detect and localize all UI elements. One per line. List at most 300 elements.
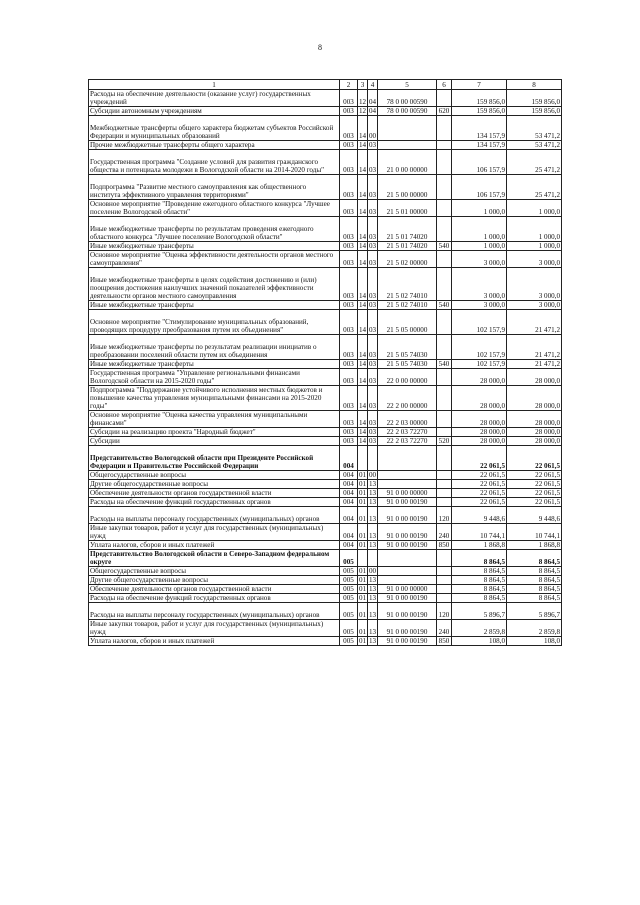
amount-col7: 28 000,0 [452, 386, 507, 411]
ministry-code: 004 [340, 507, 358, 524]
row-name: Субсидии автономным учреждениям [89, 107, 340, 116]
amount-col8: 3 000,0 [507, 301, 562, 310]
expense-type-code: 540 [437, 360, 452, 369]
ministry-code: 004 [340, 446, 358, 471]
ministry-code: 003 [340, 437, 358, 446]
expense-type-code [437, 585, 452, 594]
amount-col7: 106 157,9 [452, 175, 507, 200]
subsection-code: 03 [368, 386, 378, 411]
section-code: 14 [359, 428, 367, 436]
expense-type-code [437, 428, 452, 437]
subsection-code: 13 [369, 594, 377, 602]
table-row [89, 437, 562, 446]
subsection-code: 13 [368, 603, 378, 620]
target-article-code: 91 0 00 00190 [378, 541, 437, 550]
column-header: 7 [452, 80, 507, 90]
ministry-code: 003 [340, 107, 358, 116]
table-row [89, 507, 562, 524]
target-article-code: 21 5 01 74020 [378, 217, 437, 242]
ministry-code: 003 [340, 141, 358, 150]
amount-col8: 8 864,5 [507, 576, 562, 585]
subsection-code: 00 [368, 116, 378, 141]
subsection-code: 03 [369, 242, 377, 250]
expense-type-code [437, 550, 452, 567]
table-row [89, 637, 562, 646]
table-row [89, 242, 562, 251]
row-name: Основное мероприятие "Оценка эффективности деятельности органов местного самоуправления" [89, 251, 340, 268]
target-article-code [378, 480, 437, 489]
expense-type-code: 240 [437, 524, 452, 541]
amount-col8: 53 471,2 [507, 116, 562, 141]
target-article-code: 91 0 00 00190 [378, 594, 437, 603]
amount-col8: 22 061,5 [507, 480, 562, 489]
section-code: 01 [359, 637, 367, 645]
amount-col7: 28 000,0 [452, 369, 507, 386]
subsection-code: 03 [369, 437, 377, 445]
expense-type-code [437, 141, 452, 150]
target-article-code [378, 576, 437, 585]
amount-col7: 1 000,0 [452, 217, 507, 242]
expense-type-code: 850 [437, 637, 452, 646]
subsection-code: 00 [369, 471, 377, 479]
amount-col7: 22 061,5 [452, 480, 507, 489]
ministry-code: 003 [340, 200, 358, 217]
subsection-code: 13 [369, 498, 377, 506]
target-article-code [378, 550, 437, 567]
row-name: Иные закупки товаров, работ и услуг для государственных (муниципальных) нужд [89, 524, 340, 541]
subsection-code [368, 550, 378, 567]
amount-col7: 102 157,9 [452, 360, 507, 369]
row-name: Расходы на выплаты персоналу государственных (муниципальных) органов [89, 507, 340, 524]
ministry-code: 003 [340, 242, 358, 251]
table-row [89, 489, 562, 498]
amount-col8: 108,0 [507, 637, 562, 646]
row-name: Обеспечение деятельности органов государственной власти [89, 489, 340, 498]
target-article-code: 21 5 02 74010 [378, 268, 437, 301]
row-name: Общегосударственные вопросы [89, 567, 340, 576]
section-code: 01 [358, 620, 368, 637]
column-header: 3 [358, 80, 368, 90]
section-code: 01 [359, 594, 367, 602]
target-article-code: 21 0 00 00000 [378, 150, 437, 175]
amount-col8: 10 744,1 [507, 524, 562, 541]
section-code: 01 [358, 603, 368, 620]
amount-col8: 22 061,5 [507, 446, 562, 471]
table-row [89, 603, 562, 620]
section-code: 01 [359, 498, 367, 506]
table-row [89, 369, 562, 386]
target-article-code: 22 2 03 72270 [378, 428, 437, 437]
table-row [89, 150, 562, 175]
row-name: Подпрограмма "Поддержание устойчивого исполнения местных бюджетов и повышение качества управления муниципальными финансами на 2015-2020 годы" [89, 386, 340, 411]
table-row [89, 498, 562, 507]
amount-col8: 1 000,0 [507, 217, 562, 242]
table-row [89, 107, 562, 116]
row-name: Иные межбюджетные трансферты [89, 242, 340, 251]
target-article-code: 91 0 00 00190 [378, 620, 437, 637]
ministry-code: 003 [340, 90, 358, 107]
target-article-code: 22 2 03 72270 [378, 437, 437, 446]
subsection-code: 13 [369, 637, 377, 645]
subsection-code: 03 [368, 175, 378, 200]
row-name: Представительство Вологодской области в Северо-Западном федеральном округе [89, 550, 340, 567]
amount-col7: 108,0 [452, 637, 507, 646]
amount-col7: 9 448,6 [452, 507, 507, 524]
ministry-code: 003 [340, 268, 358, 301]
target-article-code [378, 567, 437, 576]
amount-col8: 8 864,5 [507, 567, 562, 576]
amount-col8: 159 856,0 [507, 90, 562, 107]
amount-col8: 8 864,5 [507, 550, 562, 567]
subsection-code: 03 [368, 200, 378, 217]
subsection-code: 03 [368, 310, 378, 335]
amount-col8: 21 471,2 [507, 335, 562, 360]
subsection-code: 03 [369, 360, 377, 368]
column-header: 1 [89, 80, 340, 90]
amount-col8: 2 859,8 [507, 620, 562, 637]
subsection-code: 13 [369, 576, 377, 584]
target-article-code: 21 5 01 74020 [378, 242, 437, 251]
amount-col8: 8 864,5 [507, 594, 562, 603]
target-article-code: 91 0 00 00190 [378, 603, 437, 620]
section-code: 14 [359, 301, 367, 309]
ministry-code: 005 [340, 576, 358, 585]
amount-col8: 1 868,8 [507, 541, 562, 550]
expense-type-code [437, 480, 452, 489]
table-row [89, 576, 562, 585]
amount-col7: 28 000,0 [452, 437, 507, 446]
section-code: 14 [358, 251, 368, 268]
section-code: 14 [359, 360, 367, 368]
section-code: 01 [359, 567, 367, 575]
ministry-code: 004 [340, 541, 358, 550]
row-name: Представительство Вологодской области при Президенте Российской Федерации и Правительстве Российской Федерации [89, 446, 340, 471]
ministry-code: 004 [340, 489, 358, 498]
amount-col7: 134 157,9 [452, 141, 507, 150]
target-article-code: 22 2 00 00000 [378, 386, 437, 411]
ministry-code: 004 [340, 498, 358, 507]
expense-type-code [437, 116, 452, 141]
subsection-code: 13 [369, 585, 377, 593]
section-code: 14 [358, 217, 368, 242]
amount-col7: 8 864,5 [452, 585, 507, 594]
subsection-code: 03 [368, 150, 378, 175]
expense-type-code [437, 594, 452, 603]
budget-table [88, 79, 562, 646]
section-code: 14 [358, 200, 368, 217]
row-name: Иные межбюджетные трансферты по результатам проведения ежегодного областного конкурса "Лучшее поселение Вологодской области" [89, 217, 340, 242]
subsection-code: 13 [369, 541, 377, 549]
target-article-code: 91 0 00 00190 [378, 637, 437, 646]
table-row [89, 360, 562, 369]
table-row [89, 217, 562, 242]
row-name: Иные закупки товаров, работ и услуг для государственных (муниципальных) нужд [89, 620, 340, 637]
expense-type-code [437, 489, 452, 498]
row-name: Основное мероприятие "Стимулирование муниципальных образований, проводящих процедуру преобразования путем их объединения" [89, 310, 340, 335]
ministry-code: 003 [340, 217, 358, 242]
section-code: 14 [358, 411, 368, 428]
table-row [89, 594, 562, 603]
expense-type-code [437, 369, 452, 386]
table-row [89, 310, 562, 335]
target-article-code: 78 0 00 00590 [378, 107, 437, 116]
section-code: 01 [359, 585, 367, 593]
target-article-code [378, 116, 437, 141]
amount-col8: 28 000,0 [507, 369, 562, 386]
subsection-code: 13 [368, 620, 378, 637]
table-row [89, 471, 562, 480]
amount-col7: 8 864,5 [452, 576, 507, 585]
table-row [89, 268, 562, 301]
row-name: Обеспечение деятельности органов государственной власти [89, 585, 340, 594]
ministry-code: 003 [340, 116, 358, 141]
row-name: Государственная программа "Создание условий для развития гражданского общества и потенциала молодежи в Вологодской области на 2014-2020 годы" [89, 150, 340, 175]
expense-type-code [437, 175, 452, 200]
target-article-code: 21 5 01 00000 [378, 200, 437, 217]
amount-col8: 28 000,0 [507, 428, 562, 437]
row-name: Государственная программа "Управление региональными финансами Вологодской области на 2015-2020 годы" [89, 369, 340, 386]
table-row [89, 446, 562, 471]
amount-col8: 1 000,0 [507, 242, 562, 251]
target-article-code: 21 5 05 74030 [378, 335, 437, 360]
amount-col7: 3 000,0 [452, 251, 507, 268]
section-code: 01 [358, 524, 368, 541]
ministry-code: 003 [340, 360, 358, 369]
section-code: 01 [359, 480, 367, 488]
section-code: 12 [358, 90, 368, 107]
amount-col7: 3 000,0 [452, 268, 507, 301]
amount-col7: 102 157,9 [452, 335, 507, 360]
amount-col7: 10 744,1 [452, 524, 507, 541]
ministry-code: 003 [340, 150, 358, 175]
target-article-code: 91 0 00 00190 [378, 498, 437, 507]
expense-type-code [437, 200, 452, 217]
row-name: Межбюджетные трансферты общего характера бюджетам субъектов Российской Федерации и муниципальных образований [89, 116, 340, 141]
expense-type-code [437, 268, 452, 301]
amount-col7: 2 859,8 [452, 620, 507, 637]
amount-col7: 159 856,0 [452, 107, 507, 116]
target-article-code: 78 0 00 00590 [378, 90, 437, 107]
amount-col8: 25 471,2 [507, 175, 562, 200]
section-code: 14 [358, 116, 368, 141]
section-code: 14 [359, 242, 367, 250]
row-name: Иные межбюджетные трансферты в целях содействия достижению и (или) поощрения достижения наилучших значений показателей эффективности деятельности органов местного самоуправления [89, 268, 340, 301]
amount-col8: 3 000,0 [507, 268, 562, 301]
row-name: Расходы на обеспечение деятельности (оказание услуг) государственных учреждений [89, 90, 340, 107]
amount-col7: 22 061,5 [452, 489, 507, 498]
ministry-code: 005 [340, 603, 358, 620]
row-name: Субсидии на реализацию проекта "Народный бюджет" [89, 428, 340, 437]
amount-col7: 134 157,9 [452, 116, 507, 141]
section-code: 14 [358, 386, 368, 411]
target-article-code: 21 5 05 74030 [378, 360, 437, 369]
amount-col7: 3 000,0 [452, 301, 507, 310]
ministry-code: 004 [340, 480, 358, 489]
ministry-code: 005 [340, 620, 358, 637]
table-row [89, 90, 562, 107]
row-name: Другие общегосударственные вопросы [89, 480, 340, 489]
row-name: Прочие межбюджетные трансферты общего характера [89, 141, 340, 150]
amount-col8: 28 000,0 [507, 437, 562, 446]
row-name: Расходы на выплаты персоналу государственных (муниципальных) органов [89, 603, 340, 620]
expense-type-code: 120 [437, 507, 452, 524]
ministry-code: 003 [340, 428, 358, 437]
target-article-code [378, 446, 437, 471]
row-name: Общегосударственные вопросы [89, 471, 340, 480]
subsection-code: 03 [369, 301, 377, 309]
expense-type-code [437, 567, 452, 576]
amount-col8: 1 000,0 [507, 200, 562, 217]
expense-type-code: 540 [437, 301, 452, 310]
expense-type-code [437, 251, 452, 268]
section-code [358, 446, 368, 471]
table-row [89, 251, 562, 268]
amount-col7: 1 000,0 [452, 200, 507, 217]
subsection-code: 13 [369, 480, 377, 488]
amount-col7: 102 157,9 [452, 310, 507, 335]
subsection-code: 04 [369, 107, 377, 115]
section-code: 01 [359, 541, 367, 549]
amount-col8: 21 471,2 [507, 310, 562, 335]
subsection-code: 04 [368, 90, 378, 107]
subsection-code: 13 [369, 489, 377, 497]
table-row [89, 141, 562, 150]
ministry-code: 004 [340, 471, 358, 480]
expense-type-code [437, 150, 452, 175]
subsection-code: 03 [368, 268, 378, 301]
amount-col8: 159 856,0 [507, 107, 562, 116]
amount-col7: 22 061,5 [452, 446, 507, 471]
page-number: 8 [318, 43, 322, 52]
expense-type-code: 120 [437, 603, 452, 620]
table-row [89, 550, 562, 567]
row-name: Иные межбюджетные трансферты по результатам реализации инициатив о преобразовании поселений области путем их объединения [89, 335, 340, 360]
section-code: 14 [358, 175, 368, 200]
subsection-code: 00 [369, 567, 377, 575]
target-article-code: 21 5 02 00000 [378, 251, 437, 268]
row-name: Иные межбюджетные трансферты [89, 360, 340, 369]
table-row [89, 541, 562, 550]
amount-col8: 3 000,0 [507, 251, 562, 268]
header-row [89, 80, 562, 90]
expense-type-code [437, 471, 452, 480]
section-code: 14 [358, 150, 368, 175]
target-article-code: 21 5 00 00000 [378, 175, 437, 200]
row-name: Основное мероприятие "Оценка качества управления муниципальными финансами" [89, 411, 340, 428]
target-article-code [378, 141, 437, 150]
table-row [89, 386, 562, 411]
amount-col7: 106 157,9 [452, 150, 507, 175]
expense-type-code: 520 [437, 437, 452, 446]
target-article-code: 22 0 00 00000 [378, 369, 437, 386]
subsection-code: 03 [368, 411, 378, 428]
subsection-code: 03 [368, 217, 378, 242]
ministry-code: 004 [340, 524, 358, 541]
expense-type-code [437, 335, 452, 360]
target-article-code: 22 2 03 00000 [378, 411, 437, 428]
target-article-code: 91 0 00 00190 [378, 507, 437, 524]
table-row [89, 200, 562, 217]
expense-type-code [437, 310, 452, 335]
ministry-code: 005 [340, 594, 358, 603]
ministry-code: 003 [340, 310, 358, 335]
ministry-code: 005 [340, 637, 358, 646]
ministry-code: 003 [340, 301, 358, 310]
ministry-code: 005 [340, 585, 358, 594]
target-article-code: 21 5 02 74010 [378, 301, 437, 310]
target-article-code [378, 471, 437, 480]
amount-col8: 8 864,5 [507, 585, 562, 594]
target-article-code: 91 0 00 00190 [378, 524, 437, 541]
expense-type-code: 540 [437, 242, 452, 251]
row-name: Расходы на обеспечение функций государственных органов [89, 594, 340, 603]
amount-col7: 22 061,5 [452, 498, 507, 507]
subsection-code: 13 [368, 507, 378, 524]
expense-type-code [437, 90, 452, 107]
amount-col8: 5 896,7 [507, 603, 562, 620]
section-code: 14 [358, 335, 368, 360]
amount-col8: 25 471,2 [507, 150, 562, 175]
subsection-code: 03 [368, 251, 378, 268]
expense-type-code: 620 [437, 107, 452, 116]
expense-type-code: 240 [437, 620, 452, 637]
expense-type-code [437, 446, 452, 471]
section-code: 01 [358, 507, 368, 524]
column-header: 8 [507, 80, 562, 90]
ministry-code: 005 [340, 567, 358, 576]
expense-type-code: 850 [437, 541, 452, 550]
table-row [89, 585, 562, 594]
row-name: Иные межбюджетные трансферты [89, 301, 340, 310]
column-header: 4 [368, 80, 378, 90]
section-code: 01 [359, 471, 367, 479]
amount-col8: 22 061,5 [507, 471, 562, 480]
section-code: 01 [359, 489, 367, 497]
amount-col8: 28 000,0 [507, 411, 562, 428]
section-code: 14 [358, 310, 368, 335]
row-name: Субсидии [89, 437, 340, 446]
amount-col7: 28 000,0 [452, 411, 507, 428]
row-name: Подпрограмма "Развитие местного самоуправления как общественного института эффективного управления территориями" [89, 175, 340, 200]
ministry-code: 005 [340, 550, 358, 567]
table-row [89, 524, 562, 541]
row-name: Расходы на обеспечение функций государственных органов [89, 498, 340, 507]
amount-col7: 159 856,0 [452, 90, 507, 107]
subsection-code: 03 [369, 141, 377, 149]
expense-type-code [437, 217, 452, 242]
budget-table-body [89, 90, 562, 646]
table-row [89, 116, 562, 141]
section-code: 14 [358, 369, 368, 386]
row-name: Уплата налогов, сборов и иных платежей [89, 541, 340, 550]
section-code: 12 [359, 107, 367, 115]
ministry-code: 003 [340, 411, 358, 428]
row-name: Другие общегосударственные вопросы [89, 576, 340, 585]
column-header: 2 [340, 80, 358, 90]
table-row [89, 567, 562, 576]
ministry-code: 003 [340, 369, 358, 386]
amount-col7: 1 000,0 [452, 242, 507, 251]
section-code: 14 [358, 268, 368, 301]
table-row [89, 620, 562, 637]
ministry-code: 003 [340, 175, 358, 200]
column-header: 5 [378, 80, 437, 90]
amount-col8: 21 471,2 [507, 360, 562, 369]
column-header: 6 [437, 80, 452, 90]
expense-type-code [437, 498, 452, 507]
amount-col7: 1 868,8 [452, 541, 507, 550]
target-article-code: 21 5 05 00000 [378, 310, 437, 335]
